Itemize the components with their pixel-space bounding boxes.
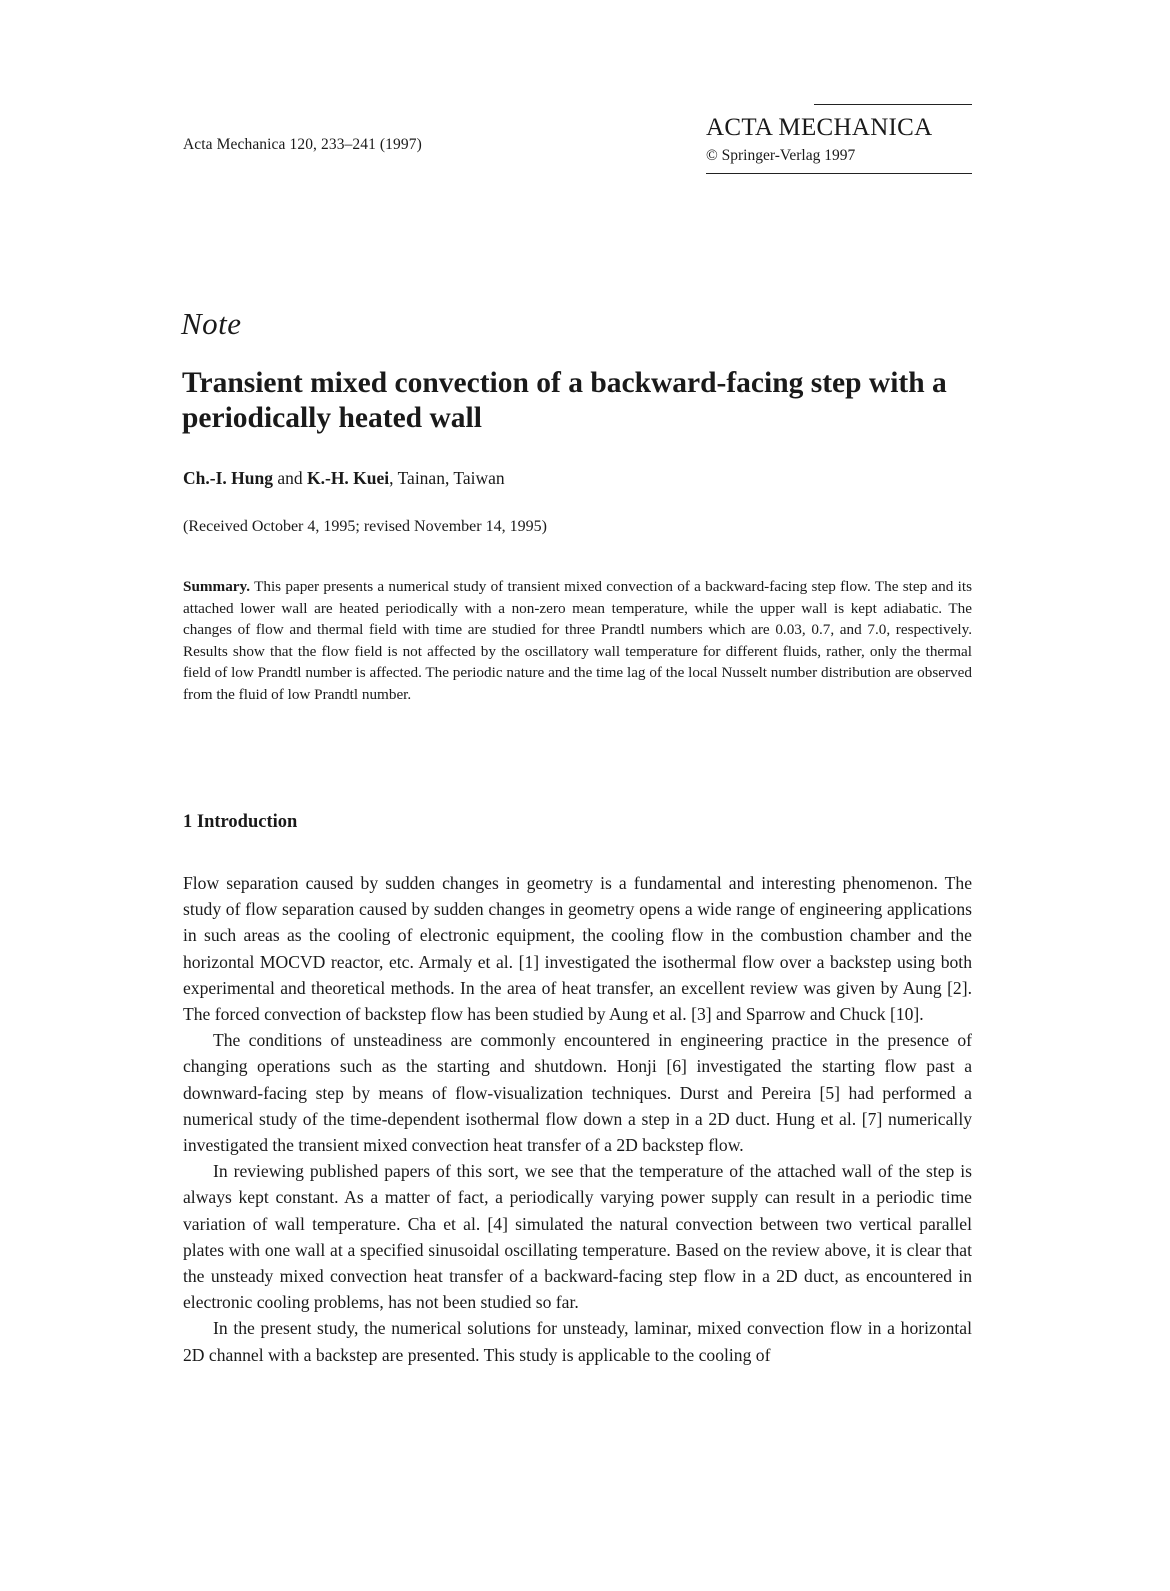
author-name: K.-H. Kuei — [307, 468, 390, 488]
summary-label: Summary. — [183, 578, 251, 595]
journal-citation: Acta Mechanica 120, 233–241 (1997) — [183, 136, 422, 153]
article-type-label: Note — [181, 306, 242, 341]
body-paragraph: In reviewing published papers of this sort, we see that the temperature of the attached wall of the step is always kept constant. As a matter of fact, a periodically varying power supply can result in a periodic time variation of wall temperature. Cha et al. [4] simulated the natural convection between two vertical parallel plates with one wall at a specified sinusoidal oscillating temperature. Based on the review above, it is clear that the unsteady mixed convection heat transfer of a backward-facing step flow in a 2D duct, as encountered in electronic cooling problems, has not been studied so far. — [183, 1161, 972, 1313]
author-connector: and — [272, 468, 307, 488]
copyright-notice: © Springer-Verlag 1997 — [706, 147, 856, 164]
article-title: Transient mixed convection of a backward-facing step with a periodically heated wall — [182, 367, 947, 434]
masthead-bottom-rule — [706, 173, 972, 174]
received-dates: (Received October 4, 1995; revised November 14, 1995) — [183, 518, 547, 535]
author-name: Ch.-I. Hung — [183, 468, 273, 488]
body-paragraph: Flow separation caused by sudden changes in geometry is a fundamental and interesting phenomenon. The study of flow separation caused by sudden changes in geometry opens a wide range of engineering applications in such areas as the cooling of electronic equipment, the cooling flow in the combustion chamber and the horizontal MOCVD reactor, etc. Armaly et al. [1] investigated the isothermal flow over a backstep using both experimental and theoretical methods. In the area of heat transfer, an excellent review was given by Aung [2]. The forced convection of backstep flow has been studied by Aung et al. [3] and Sparrow and Chuck [10]. — [183, 873, 972, 1025]
body-paragraph: The conditions of unsteadiness are commonly encountered in engineering practice in the presence of changing operations such as the starting and shutdown. Honji [6] investigated the starting flow past a downward-facing step by means of flow-visualization techniques. Durst and Pereira [5] had performed a numerical study of the time-dependent isothermal flow down a step in a 2D duct. Hung et al. [7] numerically investigated the transient mixed convection heat transfer of a 2D backstep flow. — [183, 1030, 972, 1156]
body-paragraph: In the present study, the numerical solutions for unsteady, laminar, mixed convection flow in a horizontal 2D channel with a backstep are presented. This study is applicable to the cooling of — [183, 1318, 972, 1365]
journal-masthead — [706, 104, 972, 174]
masthead-top-rule — [814, 104, 972, 105]
summary-paragraph — [183, 576, 972, 706]
section-heading-introduction: 1 Introduction — [183, 812, 298, 832]
journal-name: ACTA MECHANICA — [706, 114, 933, 141]
summary-text: This paper presents a numerical study of transient mixed convection of a backward-facing step flow. The step and its attached lower wall are heated periodically with a non-zero mean temperature, while the upper wall is kept adiabatic. The changes of flow and thermal field with time are studied for three Prandtl numbers which are 0.03, 0.7, and 7.0, respectively. Results show that the flow field is not affected by the oscillatory wall temperature for different fluids, rather, only the thermal field of low Prandtl number is affected. The periodic nature and the time lag of the local Nusselt number distribution are observed from the fluid of low Prandtl number. — [183, 578, 972, 703]
author-line — [183, 468, 505, 489]
introduction-body — [183, 870, 972, 1368]
author-affiliation: , Tainan, Taiwan — [389, 468, 505, 488]
